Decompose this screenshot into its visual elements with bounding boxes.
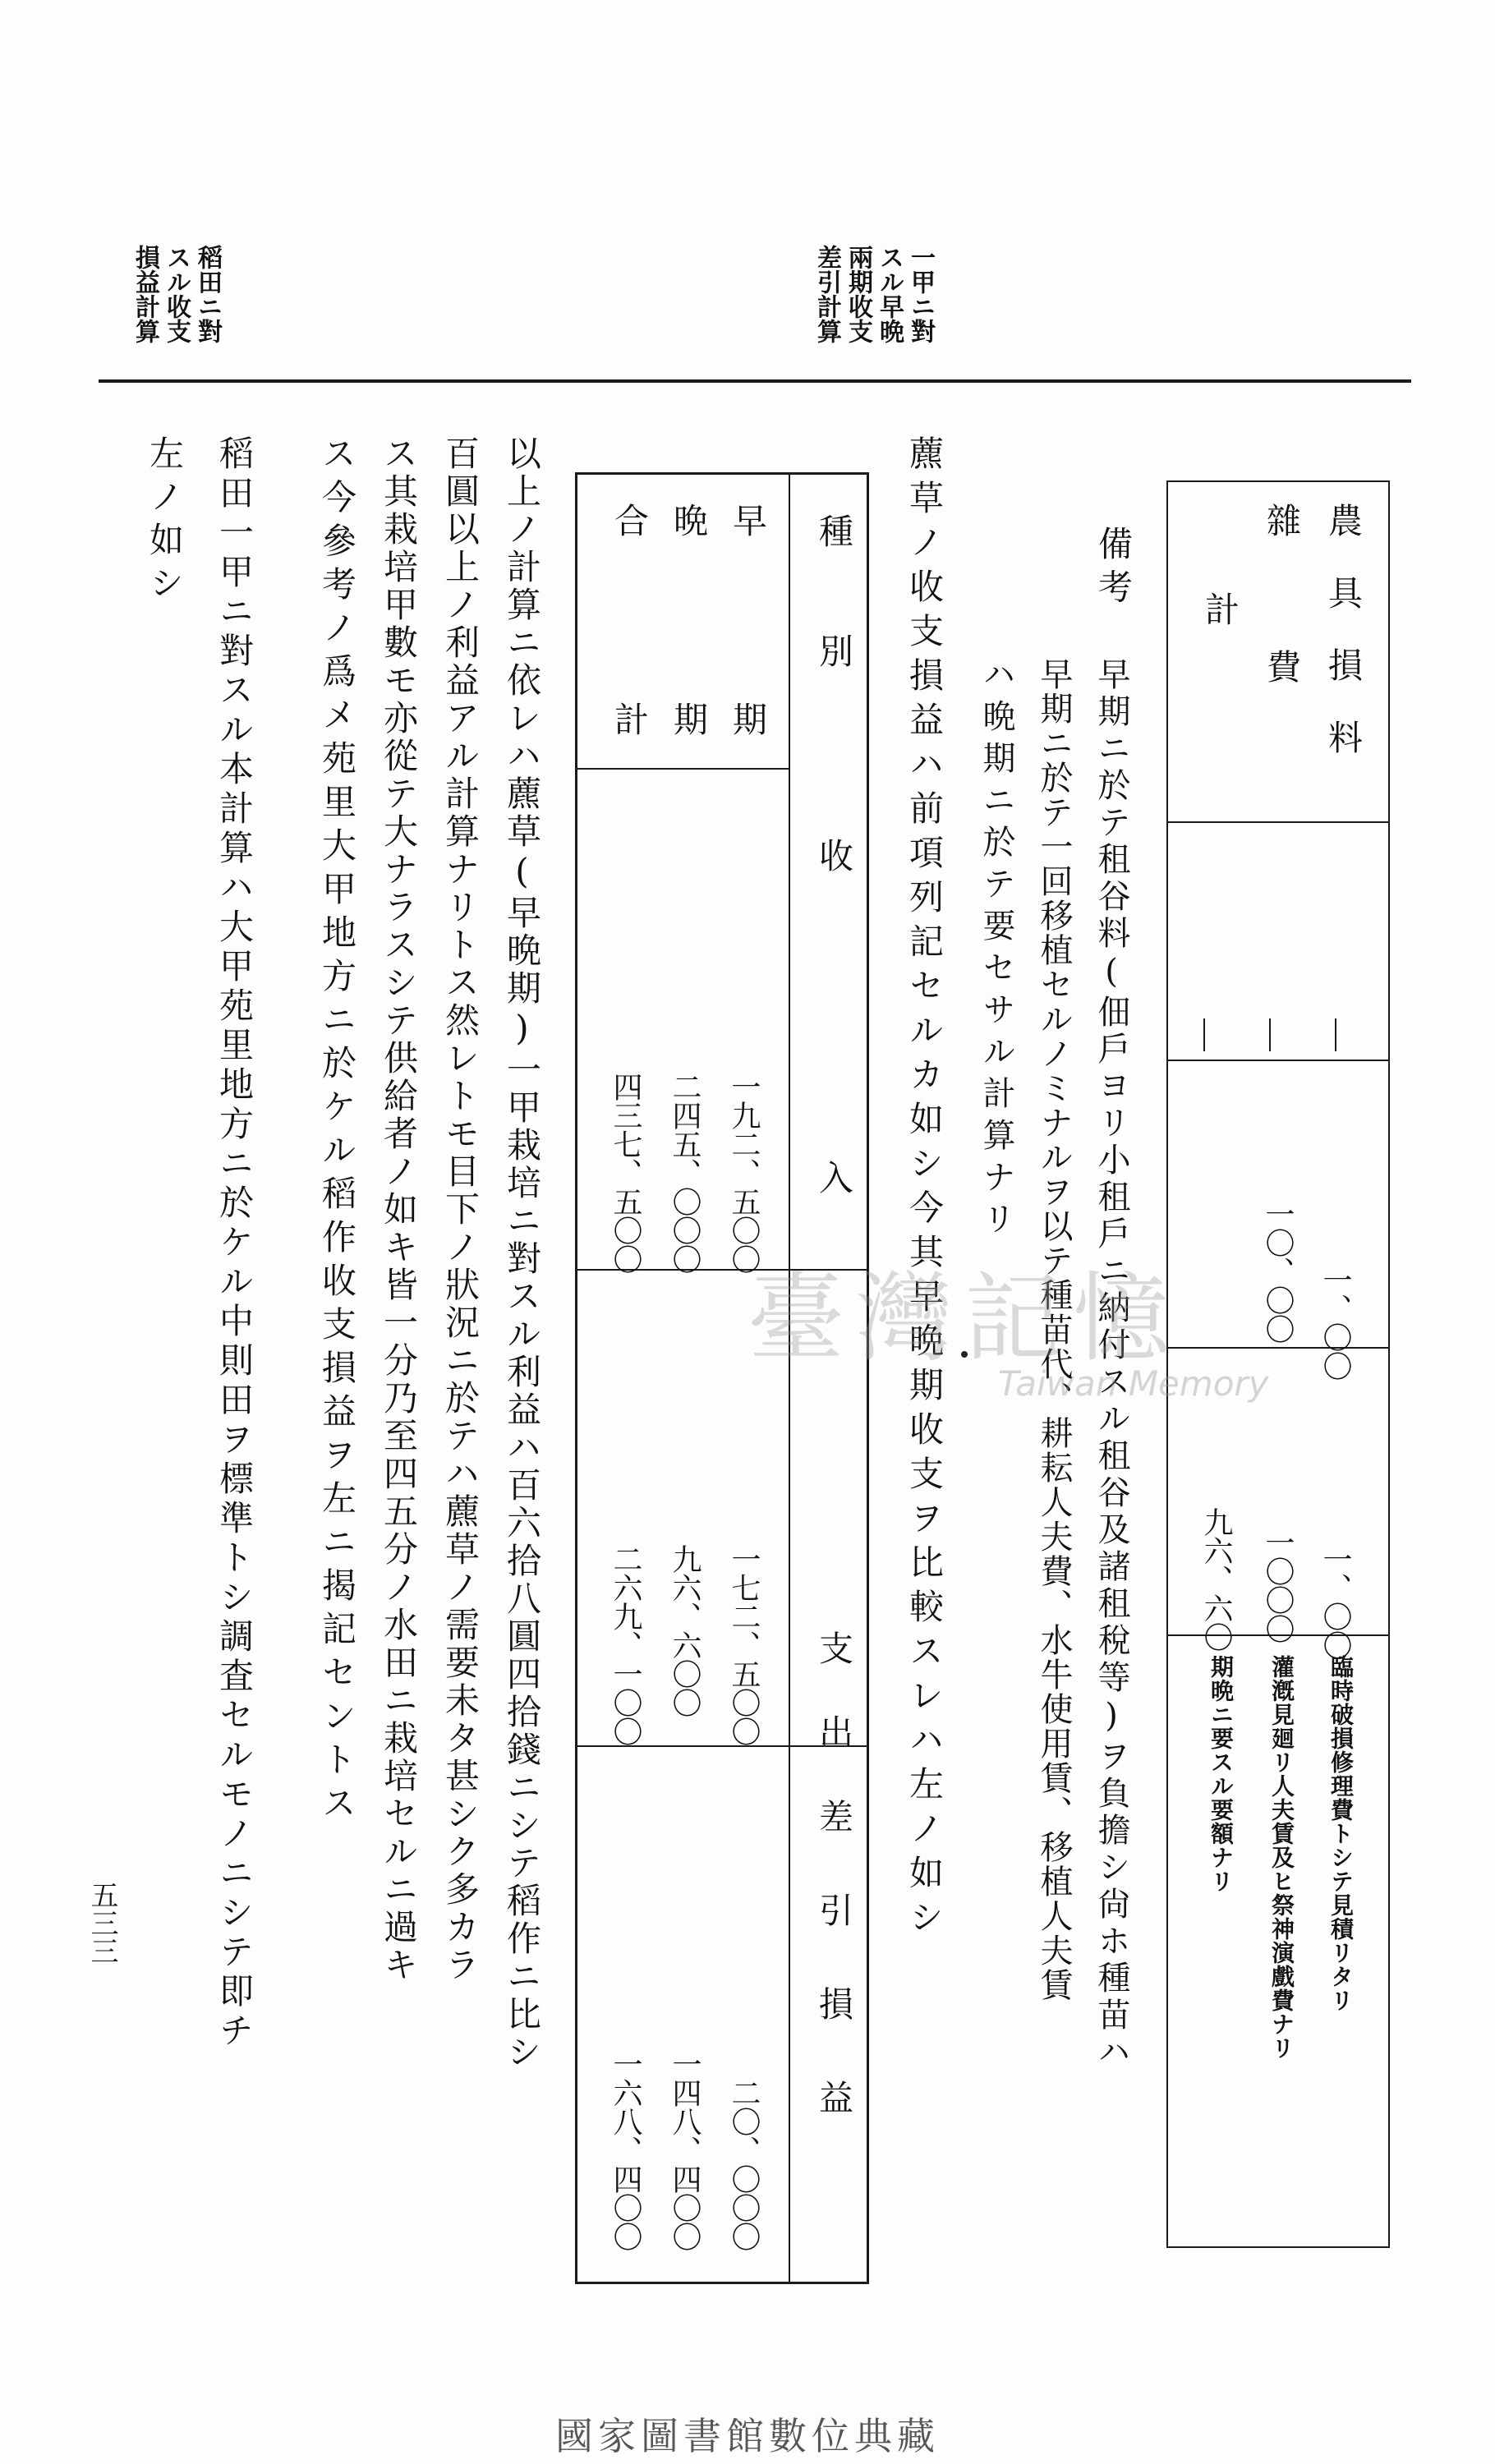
header-rule <box>99 379 1411 383</box>
row-label-early: 早期 <box>728 503 768 900</box>
margin-note-right-3: 兩期收支 <box>844 245 872 343</box>
margin-note-right-4: 差引計算 <box>812 245 841 343</box>
paragraph-2-line-4: ス今參考ノ爲メ苑里大甲地方ニ於ケル稻作收支損益ヲ左ニ揭記セントス <box>317 435 357 1828</box>
balance-late: 一四八、四〇〇 <box>668 2049 702 2250</box>
margin-note-left-1: 稻田ニ對 <box>193 245 222 343</box>
expense-total: 二六九、一〇〇 <box>609 1544 642 1745</box>
header-balance: 差引損益 <box>814 1799 854 2173</box>
margin-note-left-3: 損益計算 <box>131 245 159 343</box>
expense-early: 一七二、五〇〇 <box>727 1544 761 1745</box>
paragraph-2-line-6: 左ノ如シ <box>145 435 185 608</box>
header-category: 種別 <box>814 513 854 753</box>
balance-early: 二〇、〇〇〇 <box>727 2078 761 2250</box>
margin-note-right-2: スル早晩 <box>875 245 904 343</box>
upper-label-misc: 雜費 <box>1262 503 1302 795</box>
expense-late: 九六、六〇〇 <box>668 1544 702 1717</box>
watermark-logo-en: Taiwan Memory <box>998 1363 1269 1404</box>
income-total: 四三七、五〇〇 <box>609 1072 642 1273</box>
page-number: 五三三 <box>85 1881 118 1965</box>
upper-value-b-total: 九六、六〇 <box>1199 1507 1233 1651</box>
paragraph-2-line-2: 百圓以上ノ利益アル計算ナリトス然レトモ目下ノ狀況ニ於テハ藨草ノ需要未タ甚シク多カラ <box>440 435 481 1984</box>
paragraph-1: 藨草ノ收支損益ハ前項列記セルカ如シ今其早晩期收支ヲ比較スレハ左ノ如シ <box>904 435 945 1943</box>
paragraph-2-line-5: 稻田一甲ニ對スル本計算ハ大甲苑里地方ニ於ケル中則田ヲ標準トシ調査セルモノニシテ即チ <box>214 435 255 2052</box>
upper-note-2: 灌漑見廻リ人夫賃及ヒ祭神演戲費ナリ <box>1268 1655 1295 2060</box>
upper-label-total: 計 <box>1200 591 1240 626</box>
paragraph-2-line-3: ス其栽培甲數モ亦從テ大ナラスシテ供給者ノ如キ皆一分乃至四五分ノ水田ニ栽培セルニ過キ <box>379 435 419 1984</box>
header-expense: 支出 <box>814 1630 854 1798</box>
upper-value-a-misc: 一〇、〇〇 <box>1261 1199 1295 1343</box>
remarks-label: 備考 <box>1093 526 1134 612</box>
upper-value-b-tools: 一、〇〇 <box>1318 1544 1352 1659</box>
dash-marks <box>1191 1018 1372 1051</box>
footer-credit: 國家圖書館數位典藏 <box>555 2414 940 2458</box>
upper-value-a-tools: 一、〇〇 <box>1318 1265 1352 1380</box>
upper-value-b-misc: 一〇〇〇 <box>1261 1528 1295 1643</box>
remarks-line-3: ハ晩期ニ於テ要セサル計算ナリ <box>978 657 1015 1243</box>
remarks-line-2: 早期ニ於テ一回移植セルノミナルヲ以テ種苗代、耕耘人夫費、水牛使用賃、移植人夫賃 <box>1035 657 1073 2002</box>
row-label-late: 晩期 <box>669 503 709 900</box>
header-income: 收入 <box>814 838 854 1482</box>
margin-note-right-1: 一甲ニ對 <box>906 245 935 343</box>
upper-note-3: 期晩ニ要スル要額ナリ <box>1208 1655 1235 1893</box>
margin-note-left-2: スル收支 <box>162 245 191 343</box>
income-late: 二四五、〇〇〇 <box>668 1072 702 1273</box>
row-label-total: 合計 <box>610 503 650 900</box>
income-early: 一九二、五〇〇 <box>727 1072 761 1273</box>
upper-note-1: 臨時破損修理費トシテ見積リタリ <box>1327 1655 1355 2012</box>
balance-total: 一六八、四〇〇 <box>609 2049 642 2250</box>
remarks-line-1: 早期ニ於テ租谷料(佃戶ヨリ小租戶ニ納付スル租谷及諸租稅等)ヲ負擔シ尙ホ種苗ハ <box>1092 657 1130 2071</box>
upper-label-tools: 農具損料 <box>1323 503 1364 792</box>
watermark-logo: 臺灣記憶 <box>748 1262 1182 1375</box>
paragraph-2-line-1: 以上ノ計算ニ依レハ藨草(早晩期)一甲栽培ニ對スル利益ハ百六拾八圓四拾錢ニシテ稻作ニ比シ <box>502 435 542 2071</box>
